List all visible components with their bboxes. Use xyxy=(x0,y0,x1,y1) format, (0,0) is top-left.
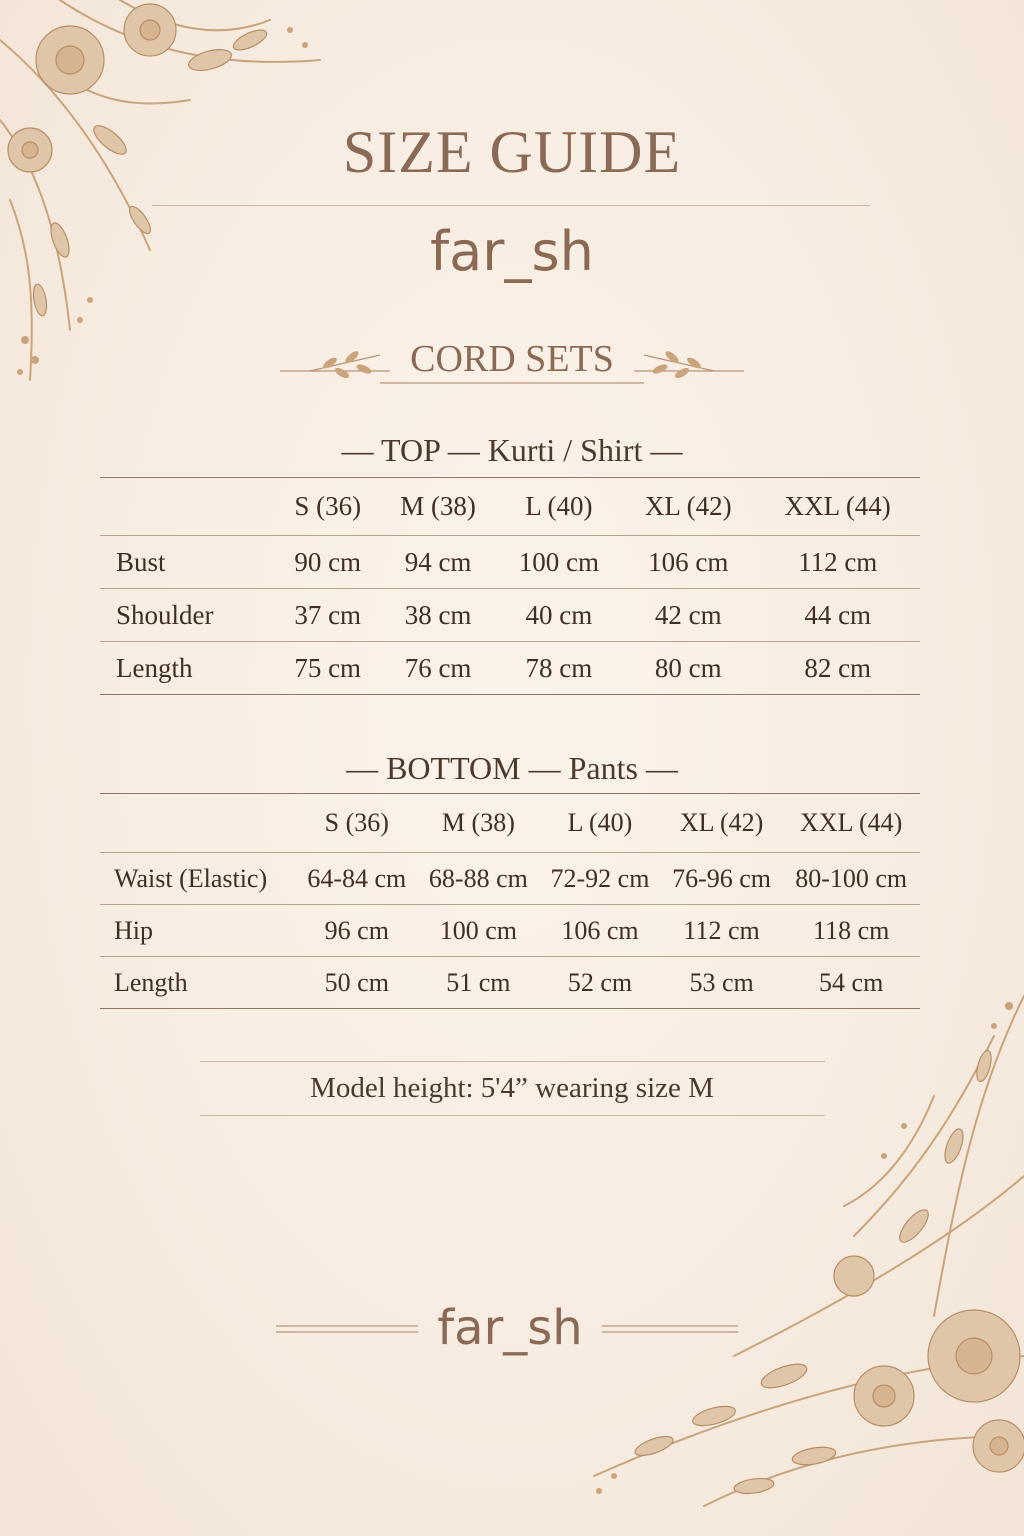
table-cell: 53 cm xyxy=(689,967,754,997)
note-divider-bottom xyxy=(200,1115,825,1116)
column-header: L (40) xyxy=(567,808,633,837)
table-cell: 54 cm xyxy=(819,967,884,997)
table-cell: 112 cm xyxy=(683,915,760,945)
table-cell: 94 cm xyxy=(404,546,472,577)
table-cell: 118 cm xyxy=(813,915,890,945)
column-header: L (40) xyxy=(525,491,593,521)
column-header: M (38) xyxy=(400,491,476,521)
row-label: Waist (Elastic) xyxy=(114,863,268,893)
table-cell: 100 cm xyxy=(518,546,600,577)
column-header: XL (42) xyxy=(644,491,732,521)
table-cell: 72-92 cm xyxy=(550,863,650,893)
collection-title: CORD SETS xyxy=(410,338,614,380)
column-header: S (36) xyxy=(294,491,362,521)
row-label: Length xyxy=(116,652,193,683)
model-note: Model height: 5'4” wearing size M xyxy=(310,1072,714,1104)
table-cell: 100 cm xyxy=(439,915,518,945)
table-cell: 78 cm xyxy=(525,652,593,683)
row-label: Hip xyxy=(114,915,153,945)
table-row xyxy=(100,536,920,589)
table-cell: 80-100 cm xyxy=(795,863,908,893)
row-label: Shoulder xyxy=(116,599,214,630)
table-row xyxy=(100,853,920,905)
table-cell: 37 cm xyxy=(294,599,362,630)
table-cell: 40 cm xyxy=(525,599,593,630)
table-row xyxy=(100,642,920,695)
column-header: S (36) xyxy=(324,808,389,837)
bottom-section-title: — BOTTOM — Pants — xyxy=(346,750,678,786)
table-cell: 51 cm xyxy=(446,967,511,997)
table-cell: 96 cm xyxy=(324,915,389,945)
column-header: XXL (44) xyxy=(800,808,903,837)
empty-header-cell xyxy=(100,794,296,853)
table-row xyxy=(100,589,920,642)
table-cell: 106 cm xyxy=(648,546,729,577)
table-cell: 80 cm xyxy=(654,652,722,683)
table-cell: 52 cm xyxy=(567,967,633,997)
table-cell: 112 cm xyxy=(798,546,878,577)
table-row xyxy=(100,905,920,957)
floral-corner-top-left-icon xyxy=(0,0,330,390)
column-header: XXL (44) xyxy=(784,491,891,521)
table-cell: 44 cm xyxy=(804,599,872,630)
top-section-title: — TOP — Kurti / Shirt — xyxy=(341,432,683,468)
footer-brand: far_sh xyxy=(437,1300,583,1356)
table-cell: 64-84 cm xyxy=(307,863,407,893)
table-cell: 90 cm xyxy=(294,546,362,577)
note-divider-top xyxy=(200,1061,825,1062)
title-divider xyxy=(152,205,870,206)
row-label: Length xyxy=(114,967,188,997)
table-cell: 76-96 cm xyxy=(672,863,772,893)
table-cell: 76 cm xyxy=(404,652,472,683)
table-cell: 42 cm xyxy=(654,599,722,630)
table-cell: 75 cm xyxy=(294,652,362,683)
brand-name: far_sh xyxy=(430,220,594,283)
table-cell: 38 cm xyxy=(404,599,472,630)
column-header: M (38) xyxy=(441,808,515,837)
table-cell: 82 cm xyxy=(804,652,872,683)
floral-corner-bottom-right-icon xyxy=(554,976,1024,1536)
footer xyxy=(270,1300,750,1364)
empty-header-cell xyxy=(100,478,276,536)
table-header-row xyxy=(100,478,920,536)
collection-heading xyxy=(280,333,744,393)
table-header-row xyxy=(100,794,920,853)
table-cell: 50 cm xyxy=(324,967,389,997)
bottom-size-table xyxy=(100,793,920,1009)
top-size-table xyxy=(100,477,920,695)
row-label: Bust xyxy=(116,546,166,577)
page-title: SIZE GUIDE xyxy=(342,119,682,185)
column-header: XL (42) xyxy=(679,808,764,837)
table-row xyxy=(100,957,920,1009)
table-cell: 106 cm xyxy=(561,915,639,945)
table-cell: 68-88 cm xyxy=(428,863,528,893)
